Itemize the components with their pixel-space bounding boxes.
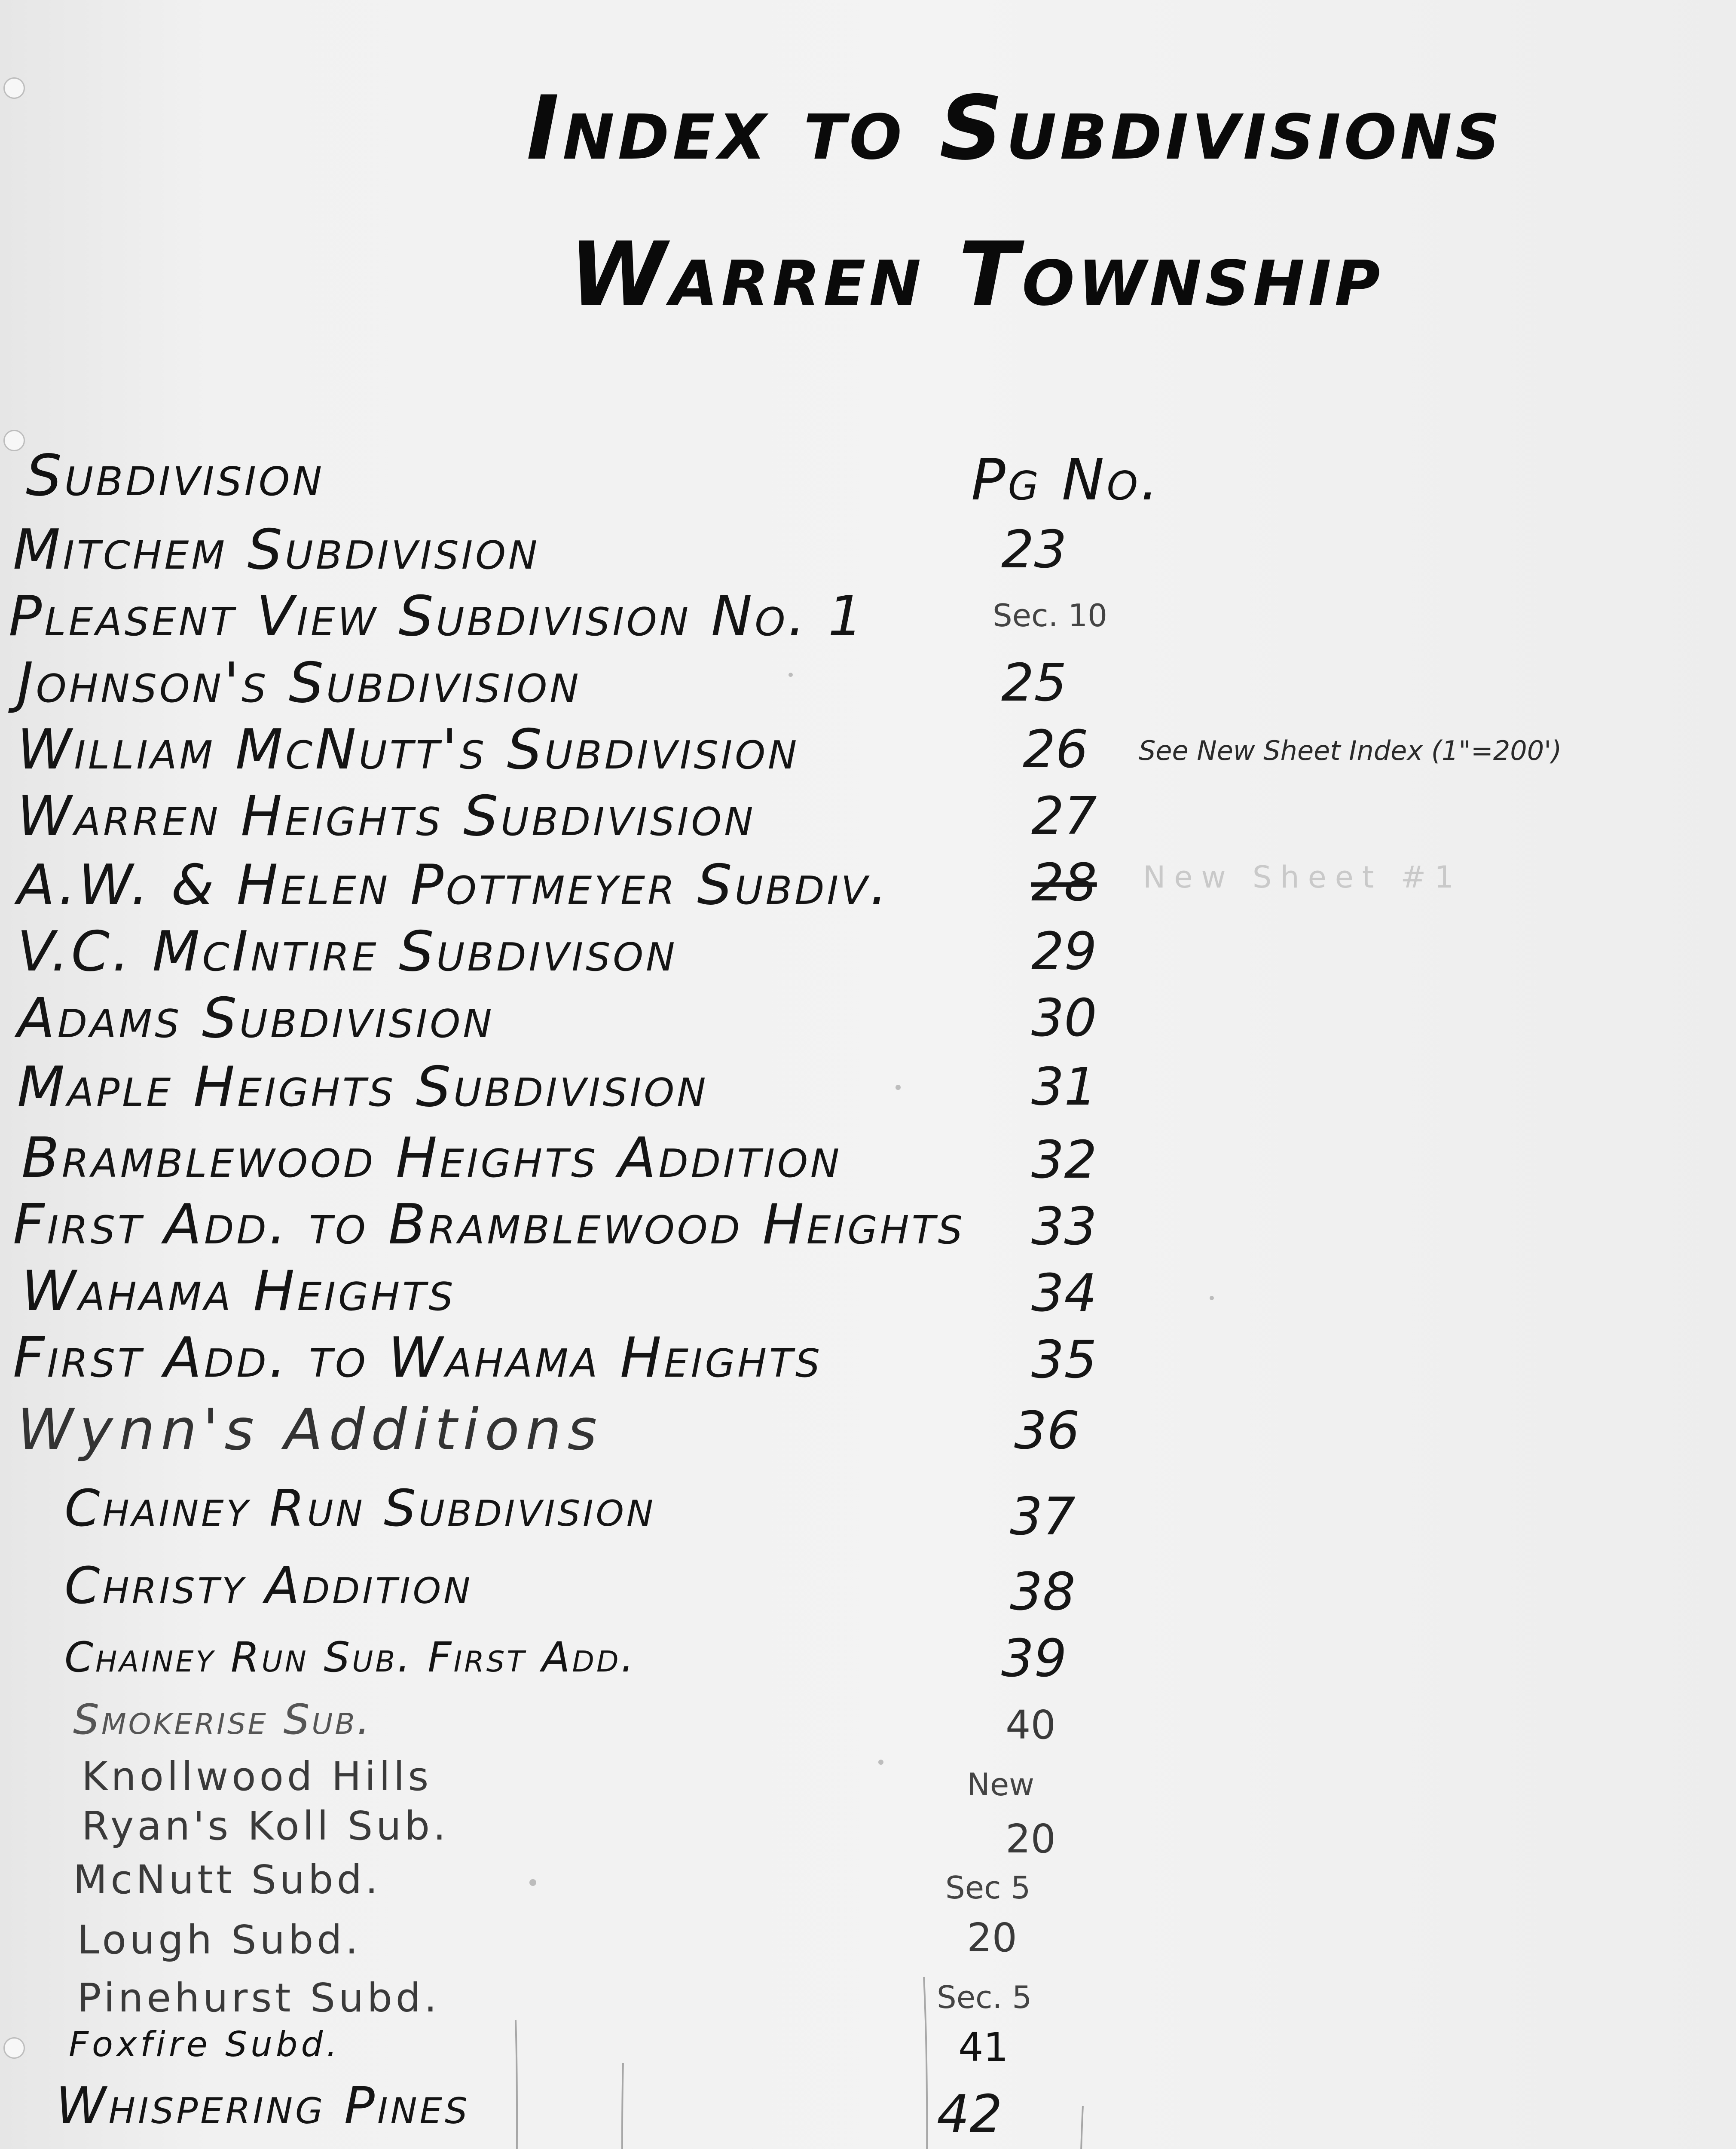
entry-name: Lough Subd.	[77, 1917, 361, 1963]
binder-hole	[3, 77, 25, 99]
faint-new-sheet-note: New Sheet #1	[1143, 860, 1462, 895]
binder-hole	[3, 2037, 25, 2059]
entry-page: New	[967, 1766, 1035, 1803]
entry-name: McNutt Subd.	[73, 1857, 382, 1903]
entry-page: 39	[1001, 1629, 1067, 1689]
entry-page: 30	[1031, 989, 1097, 1048]
entry-page: 37	[1010, 1487, 1076, 1547]
entry-name: A.W. & Helen Pottmeyer Subdiv.	[17, 853, 890, 917]
entry-name: Wynn's Additions	[17, 1397, 603, 1463]
entry-name: Whispering Pines	[56, 2076, 470, 2135]
entry-page: 31	[1031, 1057, 1097, 1117]
entry-page: 33	[1031, 1197, 1097, 1257]
entry-name: Johnson's Subdivision	[17, 651, 581, 715]
column-header-page: Pg No.	[971, 447, 1161, 513]
entry-name: V.C. McIntire Subdivison	[17, 920, 678, 984]
entry-page: 26	[1023, 720, 1088, 780]
entry-name: Chainey Run Subdivision	[64, 1479, 656, 1538]
entry-page: 25	[1001, 653, 1067, 713]
entry-page: 20	[967, 1915, 1018, 1961]
entry-name: Pleasent View Subdivision No. 1	[9, 585, 866, 649]
entry-page: Sec. 5	[937, 1979, 1032, 2015]
entry-page: 32	[1031, 1130, 1097, 1190]
entry-page: 36	[1014, 1401, 1080, 1461]
entry-page: 23	[1001, 520, 1067, 580]
entry-name: William McNutt's Subdivision	[17, 718, 800, 782]
entry-name: Knollwood Hills	[82, 1754, 432, 1800]
entry-name: Adams Subdivision	[17, 986, 495, 1050]
entry-page: 40	[1006, 1702, 1056, 1748]
entry-page: 35	[1031, 1330, 1097, 1390]
entry-name: Maple Heights Subdivision	[17, 1055, 709, 1119]
entry-page-struck: 28	[1031, 853, 1097, 913]
entry-page: 29	[1031, 922, 1097, 982]
entry-name: Ryan's Koll Sub.	[82, 1803, 449, 1849]
entry-page: 41	[958, 2024, 1009, 2070]
entry-page: 27	[1031, 787, 1097, 846]
column-header-subdivision: Subdivision	[26, 443, 325, 509]
entry-page: Sec. 10	[993, 597, 1107, 634]
entry-page: 42	[937, 2085, 1002, 2144]
entry-name: Pinehurst Subd.	[77, 1975, 440, 2021]
entry-name: First Add. to Wahama Heights	[13, 1326, 822, 1390]
entry-name: Foxfire Subd.	[69, 2024, 341, 2064]
entry-page: Sec 5	[945, 1870, 1031, 1906]
entry-name: Smokerise Sub.	[73, 1696, 372, 1744]
entry-page: 34	[1031, 1264, 1097, 1323]
entry-page: 20	[1006, 1816, 1056, 1862]
see-new-sheet-note: See New Sheet Index (1"=200')	[1139, 735, 1562, 766]
entry-name: Warren Heights Subdivision	[17, 784, 756, 848]
entry-name: Bramblewood Heights Addition	[21, 1126, 842, 1190]
entry-name: Wahama Heights	[21, 1259, 456, 1323]
page-subtitle: Warren Township	[569, 223, 1384, 326]
page-title: Index to Subdivisions	[526, 77, 1504, 180]
entry-name: Chainey Run Sub. First Add.	[64, 1633, 636, 1681]
entry-name: Mitchem Subdivision	[13, 518, 540, 582]
entry-name: Christy Addition	[64, 1556, 473, 1615]
entry-name: First Add. to Bramblewood Heights	[13, 1193, 965, 1257]
entry-page: 38	[1010, 1562, 1076, 1622]
binder-hole	[3, 430, 25, 451]
